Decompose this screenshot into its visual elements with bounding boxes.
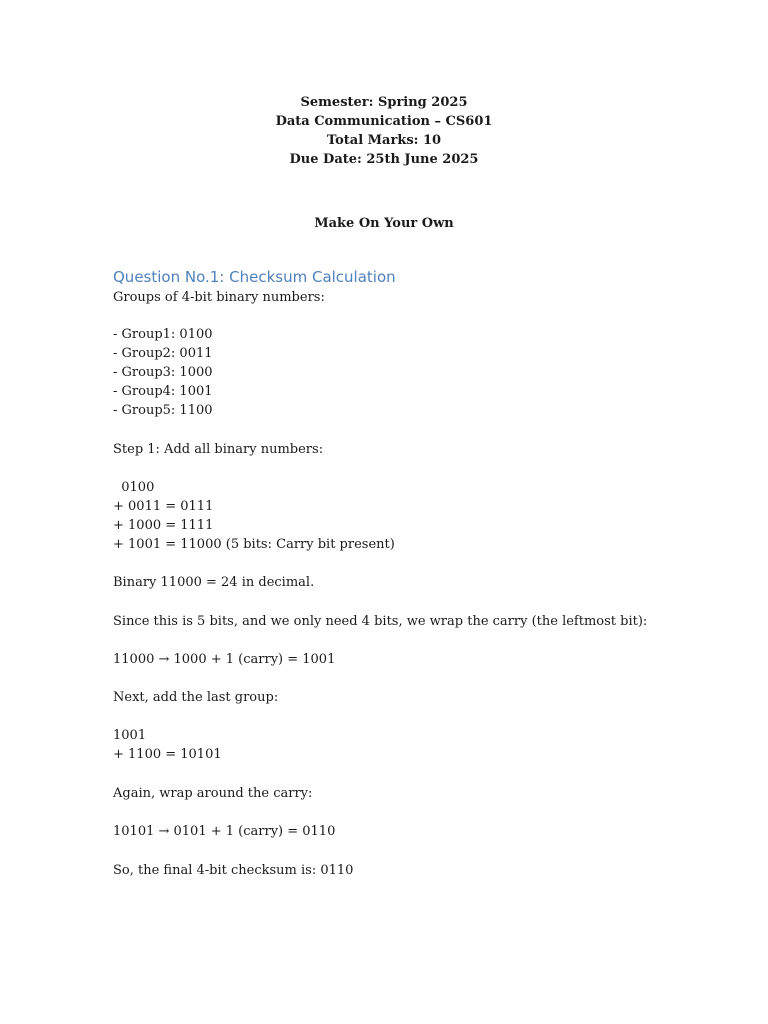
again-wrap-text: Again, wrap around the carry: xyxy=(113,786,313,801)
final-checksum-text: So, the final 4-bit checksum is: 0110 xyxy=(113,863,354,878)
wrap-result-1: 11000 → 1000 + 1 (carry) = 1001 xyxy=(113,652,336,667)
sum-line: + 0011 = 0111 xyxy=(113,499,214,514)
intro-text: Groups of 4-bit binary numbers: xyxy=(113,290,325,305)
next-group-text: Next, add the last group: xyxy=(113,690,279,705)
subtitle: Make On Your Own xyxy=(314,216,454,231)
step1-text: Step 1: Add all binary numbers: xyxy=(113,442,324,457)
sum-line: + 1001 = 11000 (5 bits: Carry bit present) xyxy=(113,537,395,552)
binary-decimal-text: Binary 11000 = 24 in decimal. xyxy=(113,575,315,590)
wrap-explain-text: Since this is 5 bits, and we only need 4 bits, we wrap the carry (the leftmost bit): xyxy=(113,614,648,629)
document-header xyxy=(0,93,768,169)
last-sum-line: + 1100 = 10101 xyxy=(113,747,222,762)
course-line: Data Communication – CS601 xyxy=(275,114,493,129)
sum-line: + 1000 = 1111 xyxy=(113,518,214,533)
group-list-item: - Group1: 0100 xyxy=(113,327,213,342)
group-list-item: - Group4: 1001 xyxy=(113,384,213,399)
group-list-item: - Group2: 0011 xyxy=(113,346,213,361)
group-list-item: - Group3: 1000 xyxy=(113,365,213,380)
semester-line: Semester: Spring 2025 xyxy=(300,95,468,110)
question-heading: Question No.1: Checksum Calculation xyxy=(113,268,396,286)
sum-line: 0100 xyxy=(113,480,155,495)
wrap-result-2: 10101 → 0101 + 1 (carry) = 0110 xyxy=(113,824,336,839)
group-list-item: - Group5: 1100 xyxy=(113,403,213,418)
total-marks-line: Total Marks: 10 xyxy=(326,133,442,148)
due-date-line: Due Date: 25th June 2025 xyxy=(289,152,479,167)
last-sum-line: 1001 xyxy=(113,728,147,743)
